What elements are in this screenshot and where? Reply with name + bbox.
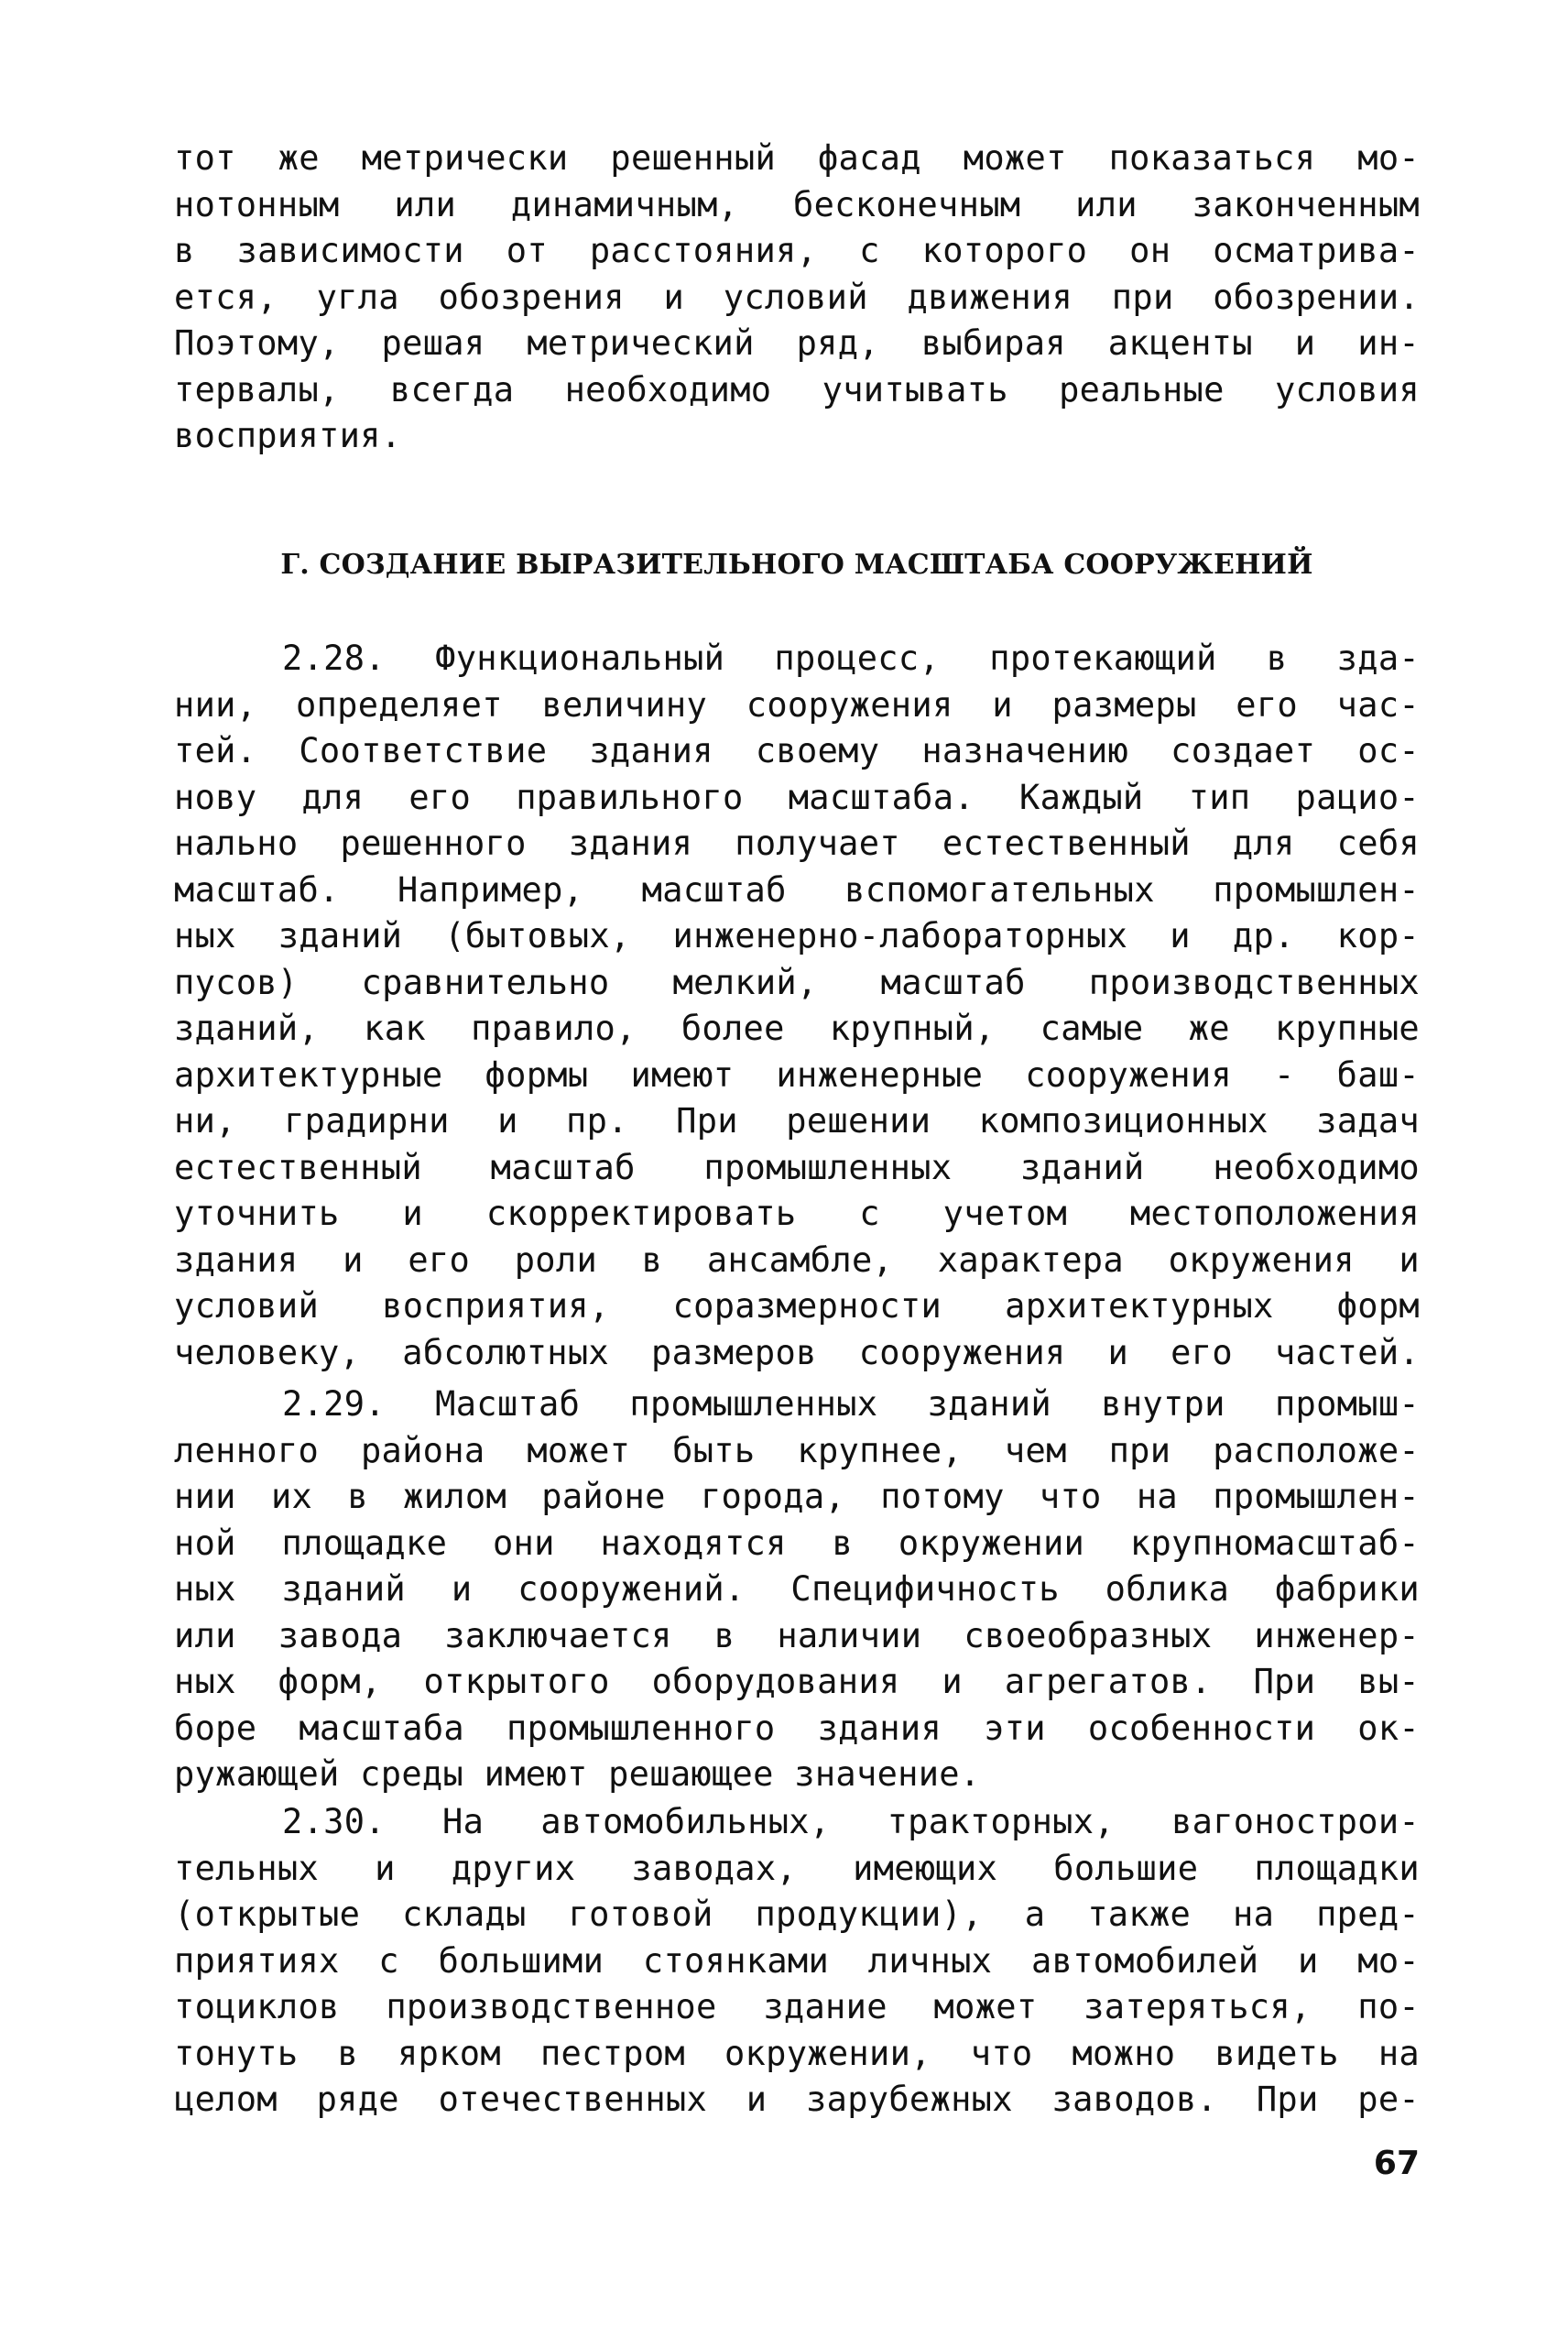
text-line: ни, градирни и пр. При решении композиционных задач (174, 1101, 1420, 1141)
text-line: 2.30. На автомобильных, тракторных, вагонострои- (282, 1802, 1420, 1841)
text-line: условий восприятия, соразмерности архитектурных форм (174, 1286, 1420, 1326)
text-line: тей. Соответствие здания своему назначению создает ос- (174, 731, 1420, 770)
text-line: 2.29. Масштаб промышленных зданий внутри промыш- (282, 1384, 1420, 1424)
text-line: тервалы, всегда необходимо учитывать реальные условия (174, 369, 1420, 410)
paragraph-2-28 (174, 636, 1420, 1376)
text-line: нотонным или динамичным, бесконечным или законченным (174, 184, 1420, 224)
section-heading: Г. СОЗДАНИЕ ВЫРАЗИТЕЛЬНОГО МАСШТАБА СООРУЖЕНИЙ (280, 549, 1313, 581)
text-line: тоциклов производственное здание может затеряться, по- (174, 1987, 1420, 2026)
text-line: нову для его правильного масштаба. Каждый тип рацио- (174, 777, 1420, 817)
intro-paragraph (174, 136, 1420, 460)
text-line: уточнить и скорректировать с учетом местоположения (174, 1194, 1420, 1233)
text-line: здания и его роли в ансамбле, характера окружения и (174, 1239, 1420, 1280)
text-line: тельных и других заводах, имеющих большие площадки (174, 1848, 1420, 1888)
text-line: ных форм, открытого оборудования и агрегатов. При вы- (174, 1662, 1420, 1701)
text-line: ных зданий и сооружений. Специфичность облика фабрики (174, 1569, 1420, 1609)
page-number: 67 (1373, 2145, 1420, 2182)
text-line: нии, определяет величину сооружения и размеры его час- (174, 684, 1420, 725)
text-line: целом ряде отечественных и зарубежных заводов. При ре- (174, 2080, 1420, 2119)
paragraph-2-29 (174, 1381, 1420, 1798)
text-line: боре масштаба промышленного здания эти особенности ок- (174, 1708, 1420, 1748)
text-line: архитектурные формы имеют инженерные сооружения - баш- (174, 1054, 1420, 1095)
text-line: нально решенного здания получает естественный для себя (174, 824, 1420, 863)
text-line: человеку, абсолютных размеров сооружения и его частей. (174, 1332, 1420, 1372)
text-line: в зависимости от расстояния, с которого он осматрива- (174, 231, 1420, 270)
text-line: тот же метрически решенный фасад может показаться мо- (174, 138, 1420, 178)
text-line: или завода заключается в наличии своеобразных инженер- (174, 1615, 1420, 1655)
text-line: естественный масштаб промышленных зданий необходимо (174, 1147, 1420, 1187)
text-line: (открытые склады готовой продукции), а также на пред- (174, 1895, 1420, 1934)
text-line: ружающей среды имеют решающее значение. (174, 1754, 981, 1794)
text-line: масштаб. Например, масштаб вспомогательных промышлен- (174, 869, 1420, 910)
text-line: ется, угла обозрения и условий движения при обозрении. (174, 277, 1420, 317)
text-line: 2.28. Функциональный процесс, протекающий в зда- (282, 639, 1420, 678)
paragraph-2-30 (174, 1799, 1420, 2124)
text-line: приятиях с большими стоянками личных автомобилей и мо- (174, 1940, 1420, 1981)
text-line: ных зданий (бытовых, инженерно-лабораторных и др. кор- (174, 916, 1420, 956)
text-line: ленного района может быть крупнее, чем при расположе- (174, 1430, 1420, 1470)
text-line: восприятия. (174, 416, 402, 455)
text-line: нии их в жилом районе города, потому что на промышлен- (174, 1477, 1420, 1516)
text-line: пусов) сравнительно мелкий, масштаб производственных (174, 962, 1420, 1002)
text-line: тонуть в ярком пестром окружении, что можно видеть на (174, 2033, 1420, 2073)
text-line: ной площадке они находятся в окружении крупномасштаб- (174, 1523, 1420, 1563)
text-line: Поэтому, решая метрический ряд, выбирая акценты и ин- (174, 323, 1420, 363)
text-line: зданий, как правило, более крупный, самые же крупные (174, 1009, 1420, 1048)
